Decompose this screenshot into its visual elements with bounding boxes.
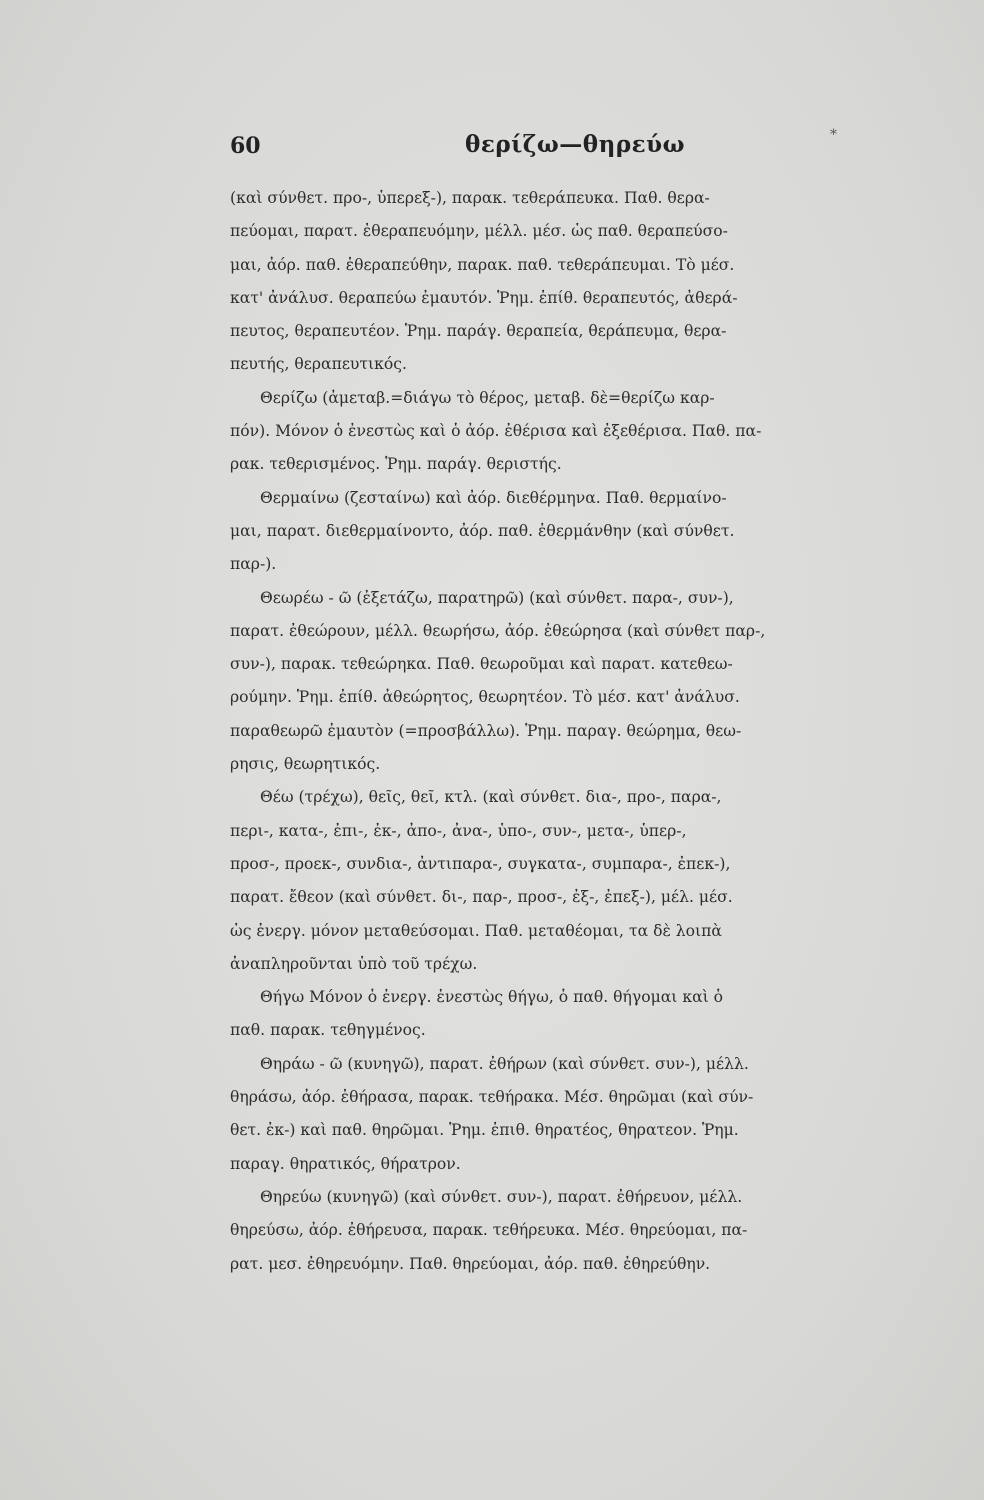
text-line: πευτος, θεραπευτέον. Ῥημ. παράγ. θεραπεία, θεράπευμα, θερα- bbox=[230, 322, 727, 341]
text-line: παραγ. θηρατικός, θήρατρον. bbox=[230, 1154, 461, 1173]
asterisk-mark: * bbox=[830, 127, 837, 143]
page-number: 60 bbox=[230, 133, 261, 159]
text-line: Θηρεύω (κυνηγῶ) (καὶ σύνθετ. συν-), παρατ. ἐθήρευον, μέλλ. bbox=[260, 1187, 743, 1206]
page-header bbox=[230, 127, 910, 167]
text-line: κατ' ἀνάλυσ. θεραπεύω ἐμαυτόν. Ῥημ. ἐπίθ. θεραπευτός, ἀθερά- bbox=[230, 288, 738, 307]
running-head: θερίζω—θηρεύω bbox=[465, 131, 685, 158]
text-line: ρούμην. Ῥημ. ἐπίθ. ἀθεώρητος, θεωρητέον. Τὸ μέσ. κατ' ἀνάλυσ. bbox=[230, 688, 740, 707]
text-line: ἀναπληροῦνται ὑπὸ τοῦ τρέχω. bbox=[230, 954, 478, 973]
text-line: παρ-). bbox=[230, 555, 277, 574]
text-line: παρατ. ἔθεον (καὶ σύνθετ. δι-, παρ-, προσ-, ἐξ-, ἐπεξ-), μέλ. μέσ. bbox=[230, 888, 733, 907]
text-line: θηρεύσω, ἀόρ. ἐθήρευσα, παρακ. τεθήρευκα. Μέσ. θηρεύομαι, πα- bbox=[230, 1221, 748, 1240]
text-line: πόν). Μόνον ὁ ἐνεστὼς καὶ ὁ ἀόρ. ἐθέρισα καὶ ἐξεθέρισα. Παθ. πα- bbox=[230, 422, 762, 441]
text-line: παραθεωρῶ ἐμαυτὸν (=προσβάλλω). Ῥημ. παραγ. θεώρημα, θεω- bbox=[230, 721, 742, 740]
text-line: περι-, κατα-, ἐπι-, ἐκ-, ἀπο-, ἀνα-, ὑπο-, συν-, μετα-, ὑπερ-, bbox=[230, 821, 687, 840]
text-line: θετ. ἐκ-) καὶ παθ. θηρῶμαι. Ῥημ. ἐπιθ. θηρατέος, θηρατεον. Ῥημ. bbox=[230, 1121, 739, 1140]
text-line: πευτής, θεραπευτικός. bbox=[230, 355, 407, 374]
text-line: μαι, ἀόρ. παθ. ἐθεραπεύθην, παρακ. παθ. τεθεράπευμαι. Τὸ μέσ. bbox=[230, 255, 735, 274]
text-line: παρατ. ἐθεώρουν, μέλλ. θεωρήσω, ἀόρ. ἐθεώρησα (καὶ σύνθετ παρ-, bbox=[230, 621, 766, 640]
text-line: παθ. παρακ. τεθηγμένος. bbox=[230, 1021, 426, 1040]
text-line: ὡς ἐνεργ. μόνον μεταθεύσομαι. Παθ. μεταθέομαι, τα δὲ λοιπὰ bbox=[230, 921, 722, 940]
text-line: (καὶ σύνθετ. προ-, ὑπερεξ-), παρακ. τεθεράπευκα. Παθ. θερα- bbox=[230, 189, 710, 207]
text-line: προσ-, προεκ-, συνδια-, ἀντιπαρα-, συγκατα-, συμπαρα-, ἐπεκ-), bbox=[230, 854, 731, 873]
text-line: ρακ. τεθερισμένος. Ῥημ. παράγ. θεριστής. bbox=[230, 455, 562, 474]
text-line: θηράσω, ἀόρ. ἐθήρασα, παρακ. τεθήρακα. Μέσ. θηρῶμαι (καὶ σύν- bbox=[230, 1088, 754, 1107]
text-line: μαι, παρατ. διεθερμαίνοντο, ἀόρ. παθ. ἐθερμάνθην (καὶ σύνθετ. bbox=[230, 521, 735, 540]
text-line: Θέω (τρέχω), θεῖς, θεῖ, κτλ. (καὶ σύνθετ. δια-, προ-, παρα-, bbox=[260, 788, 722, 807]
text-line: Θηράω - ῶ (κυνηγῶ), παρατ. ἐθήρων (καὶ σύνθετ. συν-), μέλλ. bbox=[260, 1054, 749, 1073]
text-line: Θερμαίνω (ζεσταίνω) καὶ ἀόρ. διεθέρμηνα. Παθ. θερμαίνο- bbox=[260, 488, 727, 507]
text-line: Θερίζω (ἀμεταβ.=διάγω τὸ θέρος, μεταβ. δὲ=θερίζω καρ- bbox=[260, 388, 715, 407]
text-line: πεύομαι, παρατ. ἐθεραπευόμην, μέλλ. μέσ. ὡς παθ. θεραπεύσο- bbox=[230, 222, 728, 241]
text-line: Θεωρέω - ῶ (ἐξετάζω, παρατηρῶ) (καὶ σύνθετ. παρα-, συν-), bbox=[260, 588, 734, 607]
text-line: ρατ. μεσ. ἐθηρευόμην. Παθ. θηρεύομαι, ἀόρ. παθ. ἐθηρεύθην. bbox=[230, 1254, 711, 1273]
text-line: συν-), παρακ. τεθεώρηκα. Παθ. θεωροῦμαι καὶ παρατ. κατεθεω- bbox=[230, 655, 733, 674]
text-line: ρησις, θεωρητικός. bbox=[230, 755, 381, 774]
dictionary-text bbox=[230, 182, 910, 1281]
text-line: Θήγω Μόνον ὁ ἐνεργ. ἐνεστὼς θήγω, ὁ παθ. θήγομαι καὶ ὁ bbox=[260, 988, 724, 1007]
